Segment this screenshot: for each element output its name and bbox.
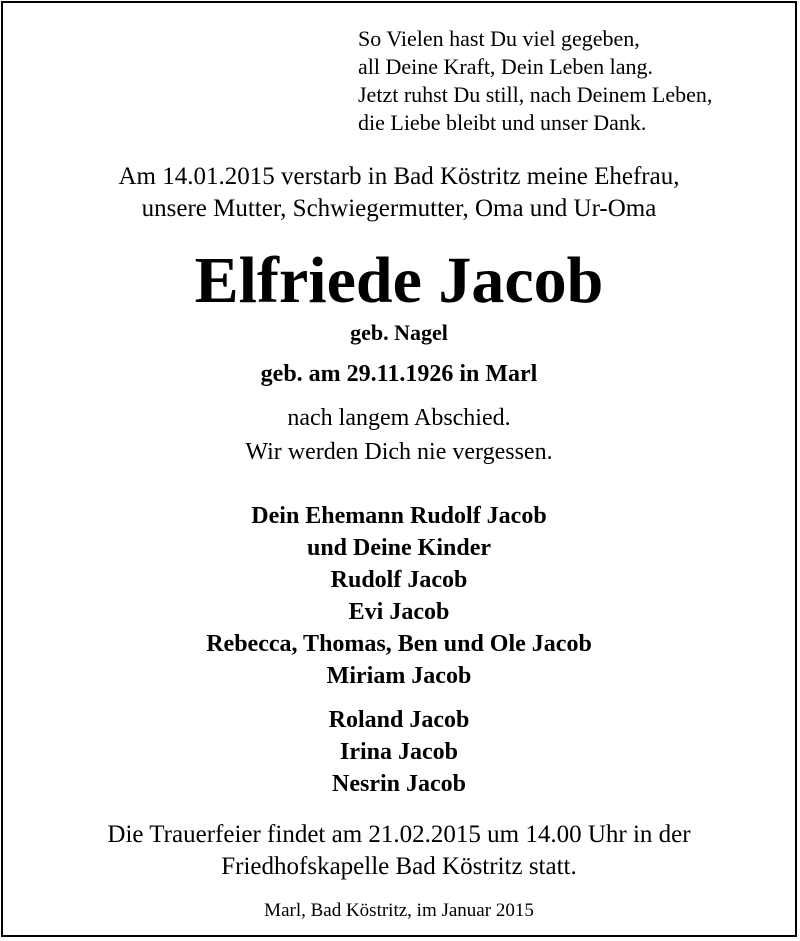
poem-line: die Liebe bleibt und unser Dank. <box>358 110 647 135</box>
maiden-name: geb. Nagel <box>350 320 448 345</box>
mourner-line: Irina Jacob <box>339 739 458 765</box>
farewell-text <box>3 401 795 469</box>
farewell-line: nach langem Abschied. <box>287 405 511 431</box>
mourner-line: Rudolf Jacob <box>330 567 468 593</box>
poem-line: So Vielen hast Du viel gegeben, <box>358 26 640 51</box>
mourners-list-second <box>3 704 795 800</box>
mourners-list <box>3 500 795 692</box>
place-date: Marl, Bad Köstritz, im Januar 2015 <box>264 900 534 921</box>
mourner-line: und Deine Kinder <box>306 535 492 561</box>
funeral-line: Die Trauerfeier findet am 21.02.2015 um 14.00 Uhr in der <box>107 821 691 848</box>
mourner-line: Miriam Jacob <box>326 663 472 689</box>
mourner-line: Evi Jacob <box>348 599 450 625</box>
mourner-line: Dein Ehemann Rudolf Jacob <box>251 503 547 529</box>
deceased-name: Elfriede Jacob <box>194 244 604 317</box>
mourner-line: Rebecca, Thomas, Ben und Ole Jacob <box>206 631 592 657</box>
announcement-line: Am 14.01.2015 verstarb in Bad Köstritz meine Ehefrau, <box>118 163 680 190</box>
announcement-line: unsere Mutter, Schwiegermutter, Oma und Ur-Oma <box>141 195 657 222</box>
birth-info: geb. am 29.11.1926 in Marl <box>260 361 538 387</box>
death-announcement <box>3 161 795 225</box>
poem-line: all Deine Kraft, Dein Leben lang. <box>358 54 654 79</box>
poem-line: Jetzt ruhst Du still, nach Deinem Leben, <box>358 82 713 107</box>
farewell-line: Wir werden Dich nie vergessen. <box>245 439 553 465</box>
mourner-line: Nesrin Jacob <box>332 771 466 797</box>
obituary-notice <box>1 1 797 937</box>
funeral-info <box>3 819 795 883</box>
mourner-line: Roland Jacob <box>328 707 470 733</box>
poem <box>358 25 712 137</box>
funeral-line: Friedhofskapelle Bad Köstritz statt. <box>221 853 577 880</box>
